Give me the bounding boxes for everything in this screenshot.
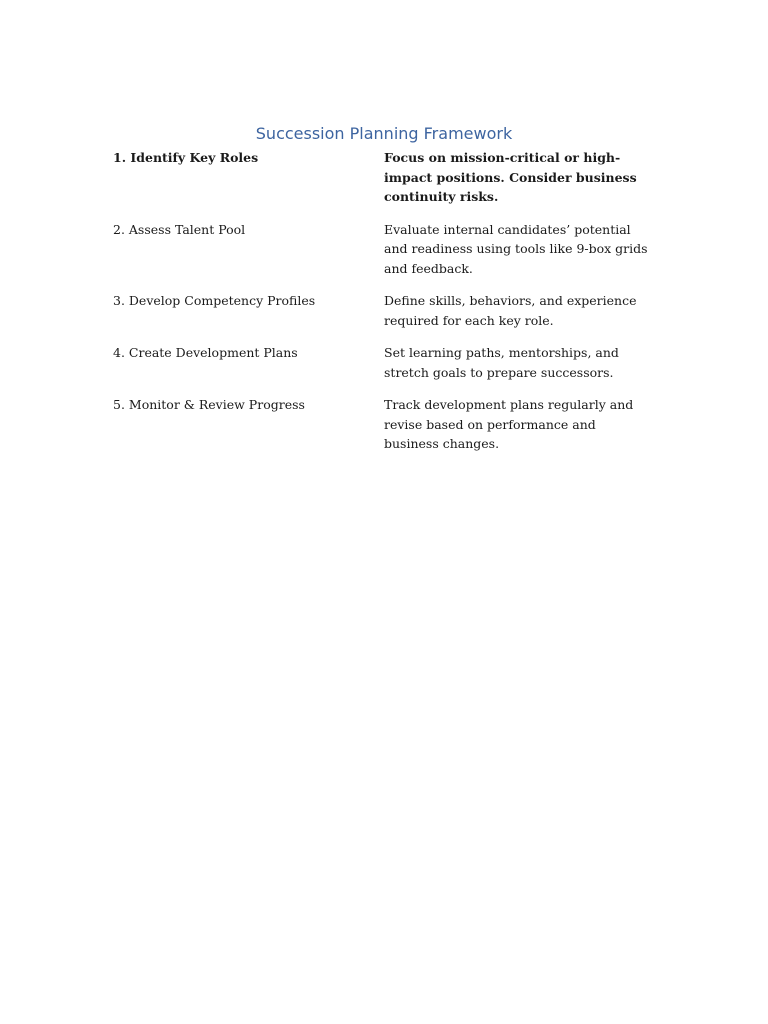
step-description: Track development plans regularly and revise based on performance and business changes. [384, 397, 634, 451]
page-title: Succession Planning Framework [255, 124, 513, 143]
step-name: 3. Develop Competency Profiles [113, 293, 316, 308]
step-row-create-development-plans [113, 343, 653, 382]
step-description: Evaluate internal candidates’ potential and readiness using tools like 9-box grids and feedback. [384, 221, 648, 276]
step-row-assess-talent-pool [113, 220, 653, 279]
steps-table [113, 148, 653, 467]
step-row-develop-competency-profiles [113, 291, 653, 330]
step-description: Focus on mission-critical or high-impact positions. Consider business continuity risks. [384, 150, 637, 204]
step-name: 1. Identify Key Roles [113, 150, 259, 165]
step-name: 2. Assess Talent Pool [113, 221, 246, 237]
step-name: 5. Monitor & Review Progress [113, 397, 305, 412]
step-description: Define skills, behaviors, and experience required for each key role. [384, 293, 637, 328]
step-description: Set learning paths, mentorships, and stretch goals to prepare successors. [384, 345, 619, 380]
step-row-monitor-review-progress [113, 395, 653, 454]
step-row-identify-key-roles [113, 148, 653, 207]
step-name: 4. Create Development Plans [113, 345, 298, 360]
